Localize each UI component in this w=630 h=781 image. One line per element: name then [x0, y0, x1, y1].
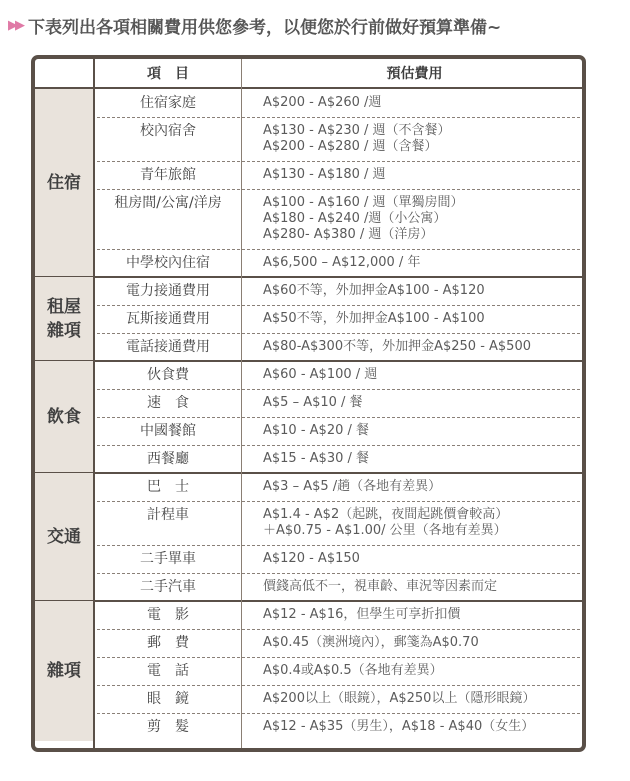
cost-value: A$0.45（澳洲境內），郵箋為A$0.70: [263, 635, 479, 650]
category-column-divider: [93, 59, 95, 748]
item-name: 二手單車: [140, 551, 196, 567]
item-name: 剪 髮: [147, 719, 189, 735]
item-name: 電力接通費用: [126, 283, 210, 299]
item-name: 巴 士: [147, 479, 189, 495]
row-divider: [97, 685, 580, 686]
item-name: 西餐廳: [147, 451, 189, 467]
item-name: 速 食: [147, 395, 189, 411]
item-name: 電 話: [147, 663, 189, 679]
category-label: 住宿: [47, 173, 81, 193]
row-divider: [97, 305, 580, 306]
intro-text: 下表列出各項相關費用供您參考，以便您於行前做好預算準備~: [28, 17, 502, 38]
row-divider: [97, 161, 580, 162]
item-name: 瓦斯接通費用: [126, 311, 210, 327]
category-divider: [35, 472, 582, 474]
cost-value: ＋A$0.75 - A$1.00/ 公里（各地有差異）: [263, 523, 507, 538]
cost-value: A$12 - A$35（男生），A$18 - A$40（女生）: [263, 719, 535, 734]
cost-value: A$5 – A$10 / 餐: [263, 395, 363, 410]
column-header-cost: 預估費用: [386, 66, 443, 82]
item-name: 電 影: [147, 607, 189, 623]
cost-value: A$50不等，外加押金A$100 - A$100: [263, 311, 485, 326]
row-divider: [97, 545, 580, 546]
category-divider: [35, 600, 582, 602]
cost-value: A$120 - A$150: [263, 551, 360, 566]
cost-value: A$0.4或A$0.5（各地有差異）: [263, 663, 443, 678]
item-name: 眼 鏡: [147, 691, 189, 707]
item-name: 住宿家庭: [140, 95, 196, 111]
cost-value: A$200以上（眼鏡），A$250以上（隱形眼鏡）: [263, 691, 536, 706]
row-divider: [97, 333, 580, 334]
row-divider: [97, 501, 580, 502]
row-divider: [97, 117, 580, 118]
cost-value: A$12 - A$16，但學生可享折扣價: [263, 607, 461, 622]
item-name: 計程車: [147, 507, 189, 523]
cost-value: A$200 - A$280 / 週（含餐）: [263, 139, 438, 154]
cost-value: A$180 - A$240 /週（小公寓）: [263, 211, 447, 226]
item-name: 校內宿舍: [140, 123, 196, 139]
header-divider: [35, 87, 582, 89]
category-label: 交通: [47, 527, 81, 547]
cost-value: A$15 - A$30 / 餐: [263, 451, 370, 466]
cost-value: A$10 - A$20 / 餐: [263, 423, 370, 438]
item-column-divider: [241, 59, 242, 748]
category-divider: [35, 276, 582, 278]
cost-value: A$200 - A$260 /週: [263, 95, 382, 110]
cost-value: A$100 - A$160 / 週（單獨房間）: [263, 195, 464, 210]
intro-heading: [8, 10, 628, 40]
cost-value: A$3 – A$5 /趟（各地有差異）: [263, 479, 442, 494]
item-name: 青年旅館: [140, 167, 196, 183]
row-divider: [97, 573, 580, 574]
row-divider: [97, 249, 580, 250]
item-name: 伙食費: [147, 367, 189, 383]
row-divider: [97, 629, 580, 630]
cost-value: A$6,500 – A$12,000 / 年: [263, 255, 421, 270]
item-name: 租房間/公寓/洋房: [114, 195, 222, 211]
cost-value: A$60不等，外加押金A$100 - A$120: [263, 283, 485, 298]
row-divider: [97, 445, 580, 446]
row-divider: [97, 389, 580, 390]
item-name: 中學校內住宿: [126, 255, 210, 271]
category-label: 飲食: [47, 407, 81, 427]
item-name: 中國餐館: [140, 423, 196, 439]
cost-value: A$130 - A$230 / 週（不含餐）: [263, 123, 451, 138]
item-name: 郵 費: [147, 635, 189, 651]
category-divider: [35, 360, 582, 362]
row-divider: [97, 417, 580, 418]
category-label: 租屋 雜項: [47, 297, 81, 341]
cost-value: A$280- A$380 / 週（洋房）: [263, 227, 434, 242]
item-name: 電話接通費用: [126, 339, 210, 355]
cost-value: A$80-A$300不等，外加押金A$250 - A$500: [263, 339, 531, 354]
item-name: 二手汽車: [140, 579, 196, 595]
cost-table: [31, 55, 586, 752]
column-header-item: 項 目: [147, 66, 189, 82]
row-divider: [97, 189, 580, 190]
row-divider: [97, 657, 580, 658]
cost-value: A$60 - A$100 / 週: [263, 367, 378, 382]
category-label: 雜項: [47, 661, 81, 681]
cost-value: A$1.4 - A$2（起跳，夜間起跳價會較高）: [263, 507, 509, 522]
cost-value: A$130 - A$180 / 週: [263, 167, 386, 182]
row-divider: [97, 713, 580, 714]
double-arrow-icon: ▶▶: [8, 17, 22, 33]
cost-value: 價錢高低不一，視車齡、車況等因素而定: [263, 579, 498, 594]
